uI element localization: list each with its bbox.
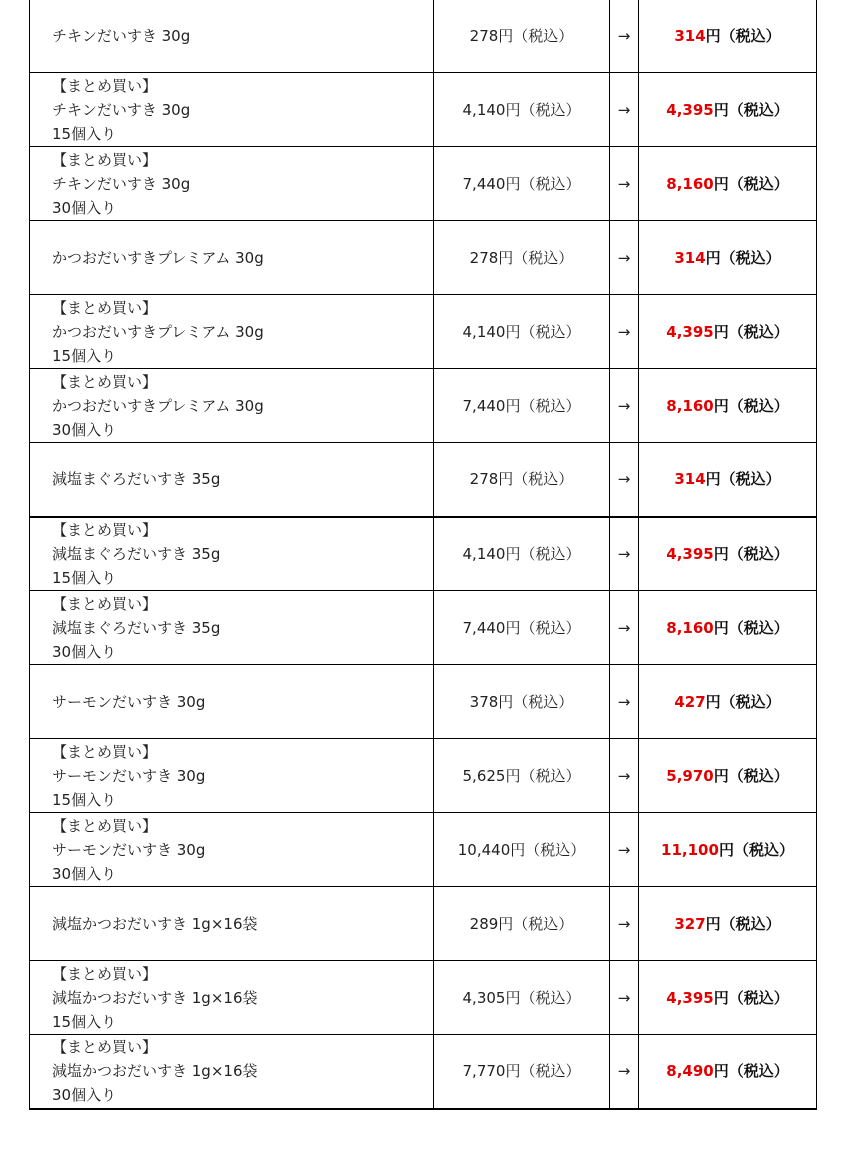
- new-price-value: 4,395: [666, 100, 714, 119]
- product-name-cell: [30, 443, 434, 517]
- product-name-line: 【まとめ買い】: [52, 1038, 158, 1057]
- product-name-line: サーモンだいすき 30g: [52, 766, 206, 785]
- new-price-cell: [639, 813, 817, 887]
- old-price: 7,770円（税込）: [462, 1062, 581, 1081]
- new-price-suffix: 円（税込）: [713, 1062, 789, 1081]
- new-price-value: 8,160: [666, 174, 714, 193]
- right-arrow-icon: →: [617, 248, 631, 267]
- new-price-value: 4,395: [666, 544, 714, 563]
- product-name-line: チキンだいすき 30g: [52, 26, 191, 45]
- table-row: [30, 1035, 817, 1109]
- product-name-line: かつおだいすきプレミアム 30g: [52, 396, 264, 415]
- product-name-line: 減塩かつおだいすき 1g×16袋: [52, 914, 258, 933]
- old-price: 5,625円（税込）: [462, 766, 581, 785]
- new-price-value: 427: [674, 692, 706, 711]
- product-name-line: 【まとめ買い】: [52, 150, 158, 169]
- arrow-cell: [610, 73, 639, 147]
- table-row: [30, 443, 817, 517]
- right-arrow-icon: →: [617, 544, 631, 563]
- old-price-cell: [434, 517, 610, 591]
- arrow-cell: [610, 887, 639, 961]
- new-price-value: 8,160: [666, 396, 714, 415]
- old-price-cell: [434, 221, 610, 295]
- old-price-cell: [434, 147, 610, 221]
- product-name-line: 15個入り: [52, 124, 117, 143]
- old-price: 289円（税込）: [469, 914, 574, 933]
- new-price-cell: [639, 221, 817, 295]
- table-row: [30, 0, 817, 73]
- old-price-cell: [434, 739, 610, 813]
- arrow-cell: [610, 147, 639, 221]
- old-price: 4,140円（税込）: [462, 322, 581, 341]
- right-arrow-icon: →: [617, 988, 631, 1007]
- right-arrow-icon: →: [617, 618, 631, 637]
- product-name-line: 15個入り: [52, 568, 117, 587]
- product-name-line: 30個入り: [52, 1086, 117, 1105]
- old-price-cell: [434, 813, 610, 887]
- product-name-cell: [30, 739, 434, 813]
- new-price-value: 327: [674, 914, 706, 933]
- old-price: 10,440円（税込）: [457, 840, 586, 859]
- product-name-cell: [30, 1035, 434, 1109]
- product-name-cell: [30, 221, 434, 295]
- product-name-line: サーモンだいすき 30g: [52, 692, 206, 711]
- old-price-cell: [434, 443, 610, 517]
- arrow-cell: [610, 369, 639, 443]
- right-arrow-icon: →: [617, 174, 631, 193]
- old-price-cell: [434, 1035, 610, 1109]
- product-name-line: チキンだいすき 30g: [52, 174, 191, 193]
- new-price-suffix: 円（税込）: [713, 174, 789, 193]
- right-arrow-icon: →: [617, 1062, 631, 1081]
- new-price-suffix: 円（税込）: [713, 766, 789, 785]
- old-price-cell: [434, 73, 610, 147]
- new-price-value: 314: [674, 248, 706, 267]
- price-table: [29, 0, 817, 1110]
- arrow-cell: [610, 221, 639, 295]
- new-price-cell: [639, 665, 817, 739]
- old-price: 4,305円（税込）: [462, 988, 581, 1007]
- product-name-line: 減塩まぐろだいすき 35g: [52, 544, 221, 563]
- new-price-suffix: 円（税込）: [705, 248, 781, 267]
- new-price-cell: [639, 739, 817, 813]
- arrow-cell: [610, 443, 639, 517]
- new-price-suffix: 円（税込）: [705, 26, 781, 45]
- new-price-suffix: 円（税込）: [705, 470, 781, 489]
- right-arrow-icon: →: [617, 26, 631, 45]
- old-price-cell: [434, 295, 610, 369]
- old-price: 278円（税込）: [469, 248, 574, 267]
- product-name-line: チキンだいすき 30g: [52, 100, 191, 119]
- arrow-cell: [610, 0, 639, 73]
- old-price: 278円（税込）: [469, 26, 574, 45]
- product-name-line: 30個入り: [52, 642, 117, 661]
- arrow-cell: [610, 739, 639, 813]
- product-name-line: 【まとめ買い】: [52, 76, 158, 95]
- product-name-line: 【まとめ買い】: [52, 298, 158, 317]
- product-name-line: 減塩まぐろだいすき 35g: [52, 618, 221, 637]
- table-row: [30, 887, 817, 961]
- table-row: [30, 221, 817, 295]
- old-price-cell: [434, 887, 610, 961]
- product-name-cell: [30, 369, 434, 443]
- old-price: 7,440円（税込）: [462, 174, 581, 193]
- arrow-cell: [610, 813, 639, 887]
- arrow-cell: [610, 295, 639, 369]
- new-price-cell: [639, 517, 817, 591]
- product-name-cell: [30, 73, 434, 147]
- table-row: [30, 591, 817, 665]
- product-name-line: 15個入り: [52, 1012, 117, 1031]
- product-name-line: 30個入り: [52, 864, 117, 883]
- product-name-line: 【まとめ買い】: [52, 964, 158, 983]
- right-arrow-icon: →: [617, 470, 631, 489]
- new-price-suffix: 円（税込）: [705, 692, 781, 711]
- new-price-suffix: 円（税込）: [713, 322, 789, 341]
- old-price-cell: [434, 369, 610, 443]
- product-name-line: 【まとめ買い】: [52, 520, 158, 539]
- new-price-value: 314: [674, 26, 706, 45]
- new-price-cell: [639, 0, 817, 73]
- product-name-line: 30個入り: [52, 198, 117, 217]
- old-price: 7,440円（税込）: [462, 396, 581, 415]
- old-price: 4,140円（税込）: [462, 544, 581, 563]
- product-name-line: かつおだいすきプレミアム 30g: [52, 322, 264, 341]
- old-price-cell: [434, 665, 610, 739]
- old-price-cell: [434, 0, 610, 73]
- table-row: [30, 665, 817, 739]
- arrow-cell: [610, 665, 639, 739]
- new-price-cell: [639, 147, 817, 221]
- arrow-cell: [610, 1035, 639, 1109]
- new-price-cell: [639, 443, 817, 517]
- product-name-line: 15個入り: [52, 346, 117, 365]
- new-price-value: 314: [674, 470, 706, 489]
- product-name-line: 【まとめ買い】: [52, 594, 158, 613]
- new-price-cell: [639, 961, 817, 1035]
- new-price-value: 4,395: [666, 322, 714, 341]
- right-arrow-icon: →: [617, 840, 631, 859]
- new-price-value: 11,100: [661, 840, 719, 859]
- new-price-value: 8,490: [666, 1062, 714, 1081]
- product-name-cell: [30, 961, 434, 1035]
- new-price-value: 8,160: [666, 618, 714, 637]
- table-row: [30, 147, 817, 221]
- product-name-cell: [30, 665, 434, 739]
- new-price-suffix: 円（税込）: [713, 100, 789, 119]
- right-arrow-icon: →: [617, 766, 631, 785]
- product-name-cell: [30, 295, 434, 369]
- new-price-cell: [639, 591, 817, 665]
- right-arrow-icon: →: [617, 692, 631, 711]
- right-arrow-icon: →: [617, 100, 631, 119]
- table-row: [30, 813, 817, 887]
- new-price-cell: [639, 73, 817, 147]
- old-price-cell: [434, 591, 610, 665]
- product-name-line: 【まとめ買い】: [52, 742, 158, 761]
- product-name-line: 15個入り: [52, 790, 117, 809]
- product-name-line: サーモンだいすき 30g: [52, 840, 206, 859]
- product-name-cell: [30, 0, 434, 73]
- product-name-line: 減塩かつおだいすき 1g×16袋: [52, 988, 258, 1007]
- old-price: 378円（税込）: [469, 692, 574, 711]
- table-row: [30, 369, 817, 443]
- product-name-line: 30個入り: [52, 420, 117, 439]
- new-price-cell: [639, 1035, 817, 1109]
- table-row: [30, 517, 817, 591]
- product-name-cell: [30, 591, 434, 665]
- new-price-suffix: 円（税込）: [713, 618, 789, 637]
- price-rows: [30, 0, 817, 1109]
- old-price: 278円（税込）: [469, 470, 574, 489]
- product-name-line: 減塩まぐろだいすき 35g: [52, 470, 221, 489]
- new-price-cell: [639, 369, 817, 443]
- new-price-suffix: 円（税込）: [705, 914, 781, 933]
- new-price-value: 4,395: [666, 988, 714, 1007]
- table-row: [30, 295, 817, 369]
- product-name-cell: [30, 517, 434, 591]
- new-price-cell: [639, 887, 817, 961]
- right-arrow-icon: →: [617, 914, 631, 933]
- right-arrow-icon: →: [617, 396, 631, 415]
- product-name-cell: [30, 887, 434, 961]
- new-price-suffix: 円（税込）: [713, 988, 789, 1007]
- arrow-cell: [610, 517, 639, 591]
- new-price-suffix: 円（税込）: [713, 396, 789, 415]
- new-price-cell: [639, 295, 817, 369]
- arrow-cell: [610, 591, 639, 665]
- new-price-suffix: 円（税込）: [718, 840, 794, 859]
- product-name-cell: [30, 813, 434, 887]
- right-arrow-icon: →: [617, 322, 631, 341]
- old-price-cell: [434, 961, 610, 1035]
- product-name-line: 【まとめ買い】: [52, 372, 158, 391]
- old-price: 4,140円（税込）: [462, 100, 581, 119]
- table-row: [30, 961, 817, 1035]
- product-name-line: 【まとめ買い】: [52, 816, 158, 835]
- new-price-suffix: 円（税込）: [713, 544, 789, 563]
- product-name-line: かつおだいすきプレミアム 30g: [52, 248, 264, 267]
- new-price-value: 5,970: [666, 766, 714, 785]
- product-name-cell: [30, 147, 434, 221]
- table-row: [30, 73, 817, 147]
- product-name-line: 減塩かつおだいすき 1g×16袋: [52, 1062, 258, 1081]
- table-row: [30, 739, 817, 813]
- old-price: 7,440円（税込）: [462, 618, 581, 637]
- arrow-cell: [610, 961, 639, 1035]
